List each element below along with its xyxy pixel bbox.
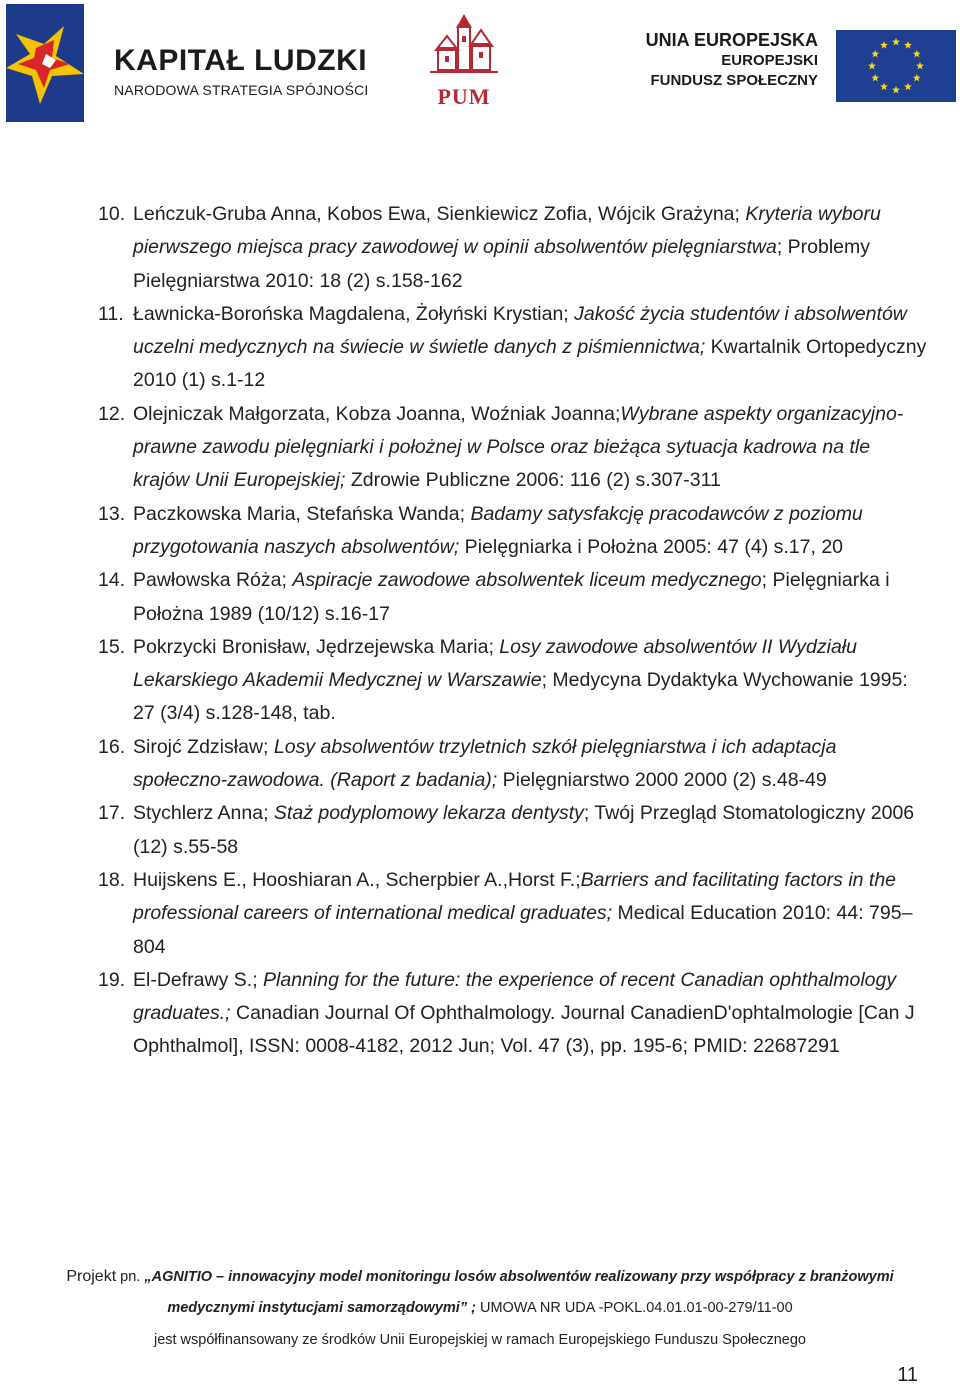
reference-authors: Paczkowska Maria, Stefańska Wanda; [133, 502, 471, 525]
footer-line-1 [0, 1268, 960, 1286]
bibliography-list [98, 198, 928, 1064]
reference-item [98, 498, 928, 565]
reference-title: Wybrane aspekty organizacyjno-prawne zawodu pielęgniarki i położnej w Polsce oraz bieżąca sytuacja kadrowa na tle krajów Unii Europejskiej; [133, 402, 904, 492]
eu-flag-icon [836, 30, 956, 102]
footer-line-2 [0, 1300, 960, 1316]
footer-project-name: „AGNITIO – innowacyjny model monitoringu losów absolwentów realizowany przy współpracy z branżowymi [144, 1269, 894, 1285]
kapital-ludzki-title: KAPITAŁ LUDZKI [114, 44, 368, 77]
reference-source: Pielęgniarka i Położna 2005: 47 (4) s.17, 20 [459, 535, 844, 558]
reference-title: Losy zawodowe absolwentów II Wydziału Lekarskiego Akademii Medycznej w Warszawie [133, 635, 857, 692]
reference-item [98, 731, 928, 798]
reference-source: Zdrowie Publiczne 2006: 116 (2) s.307-311 [345, 469, 721, 492]
eu-logo [638, 30, 956, 104]
reference-authors: El-Defrawy S.; [133, 968, 264, 991]
reference-number: 18. [98, 868, 126, 891]
reference-number: 15. [98, 635, 126, 658]
reference-source: ; Pielęgniarka i Położna 1989 (10/12) s.16-17 [133, 569, 890, 625]
reference-number: 12. [98, 402, 126, 425]
reference-item [98, 298, 928, 398]
reference-source: ; Twój Przegląd Stomatologiczny 2006 (12) s.55-58 [133, 802, 915, 858]
reference-item [98, 398, 928, 498]
kapital-ludzki-star-icon [6, 4, 90, 122]
reference-source: ; Medycyna Dydaktyka Wychowanie 1995: 27 (3/4) s.128-148, tab. [133, 669, 908, 725]
pum-castle-icon [428, 14, 500, 86]
reference-item [98, 864, 928, 964]
reference-number: 10. [98, 203, 126, 225]
pum-logo [428, 14, 500, 108]
reference-authors: Sirojć Zdzisław; [133, 735, 274, 758]
reference-authors: Pokrzycki Bronisław, Jędrzejewska Maria; [133, 635, 500, 658]
reference-number: 13. [98, 502, 126, 525]
kapital-ludzki-logo [6, 4, 381, 122]
eu-logo-line2: EUROPEJSKI [721, 52, 818, 69]
reference-title: Barriers and facilitating factors in the professional careers of international medical graduates; [133, 868, 897, 925]
reference-source: Kwartalnik Ortopedyczny 2010 (1) s.1-12 [133, 336, 927, 392]
reference-number: 16. [98, 735, 126, 758]
footer-pn: pn. [116, 1269, 145, 1285]
reference-authors: Pawłowska Róża; [133, 569, 293, 592]
reference-authors: Ławnicka-Borońska Magdalena, Żołyński Krystian; [133, 302, 575, 325]
reference-authors: Huijskens E., Hooshiaran A., Scherpbier A.,Horst F.; [133, 868, 581, 891]
kapital-ludzki-subtitle: NARODOWA STRATEGIA SPÓJNOŚCI [114, 82, 369, 98]
reference-authors: Stychlerz Anna; [133, 802, 274, 825]
reference-title: Kryteria wyboru pierwszego miejsca pracy zawodowej w opinii absolwentów pielęgniarstwa [133, 203, 881, 259]
reference-authors: Leńczuk-Gruba Anna, Kobos Ewa, Sienkiewicz Zofia, Wójcik Grażyna; [133, 203, 746, 225]
eu-logo-line1: UNIA EUROPEJSKA [645, 30, 818, 50]
reference-title: Losy absolwentów trzyletnich szkół pielęgniarstwa i ich adaptacja społeczno-zawodowa. (Raport z badania); [133, 735, 837, 792]
reference-authors: Olejniczak Małgorzata, Kobza Joanna, Woźniak Joanna; [133, 402, 621, 425]
reference-source: Medical Education 2010: 44: 795–804 [133, 902, 913, 958]
page-number: 11 [897, 1364, 918, 1386]
reference-item [98, 631, 928, 731]
reference-number: 19. [98, 968, 126, 991]
reference-source: Canadian Journal Of Ophthalmology. Journal CanadienD'ophtalmologie [Can J Ophthalmol], ISSN: 0008-4182, 2012 Jun; Vol. 47 (3), pp. 195-6; PMID: 22687291 [133, 1002, 915, 1058]
reference-title: Staż podyplomowy lekarza dentysty [273, 802, 584, 825]
reference-title: Aspiracje zawodowe absolwentek liceum medycznego [292, 569, 762, 592]
reference-number: 17. [98, 802, 126, 825]
footer-project-name-cont: medycznymi instytucjami samorządowymi” ; [167, 1300, 476, 1316]
footer-project-label: Projekt [66, 1268, 117, 1285]
pum-logo-text: PUM [437, 84, 491, 109]
reference-title: Badamy satysfakcję pracodawców z poziomu przygotowania naszych absolwentów; [133, 502, 863, 558]
reference-source: ; Problemy Pielęgniarstwa 2010: 18 (2) s.158-162 [133, 236, 871, 292]
reference-item [98, 198, 928, 298]
footer-line-3: jest współfinansowany ze środków Unii Europejskiej w ramach Europejskiego Funduszu Społecznego [153, 1332, 807, 1348]
reference-item [98, 564, 928, 631]
footer-contract-number: UMOWA NR UDA -POKL.04.01.01-00-279/11-00 [475, 1300, 793, 1316]
reference-title: Jakość życia studentów i absolwentów uczelni medycznych na świecie w świetle danych z piśmiennictwa; [133, 302, 907, 359]
eu-logo-line3: FUNDUSZ SPOŁECZNY [650, 72, 818, 89]
reference-item [98, 797, 928, 864]
reference-item [98, 964, 928, 1064]
reference-source: Pielęgniarstwo 2000 2000 (2) s.48-49 [497, 769, 827, 792]
reference-number: 11. [98, 302, 124, 325]
reference-number: 14. [98, 569, 126, 592]
reference-title: Planning for the future: the experience of recent Canadian ophthalmology graduates.; [133, 968, 897, 1025]
